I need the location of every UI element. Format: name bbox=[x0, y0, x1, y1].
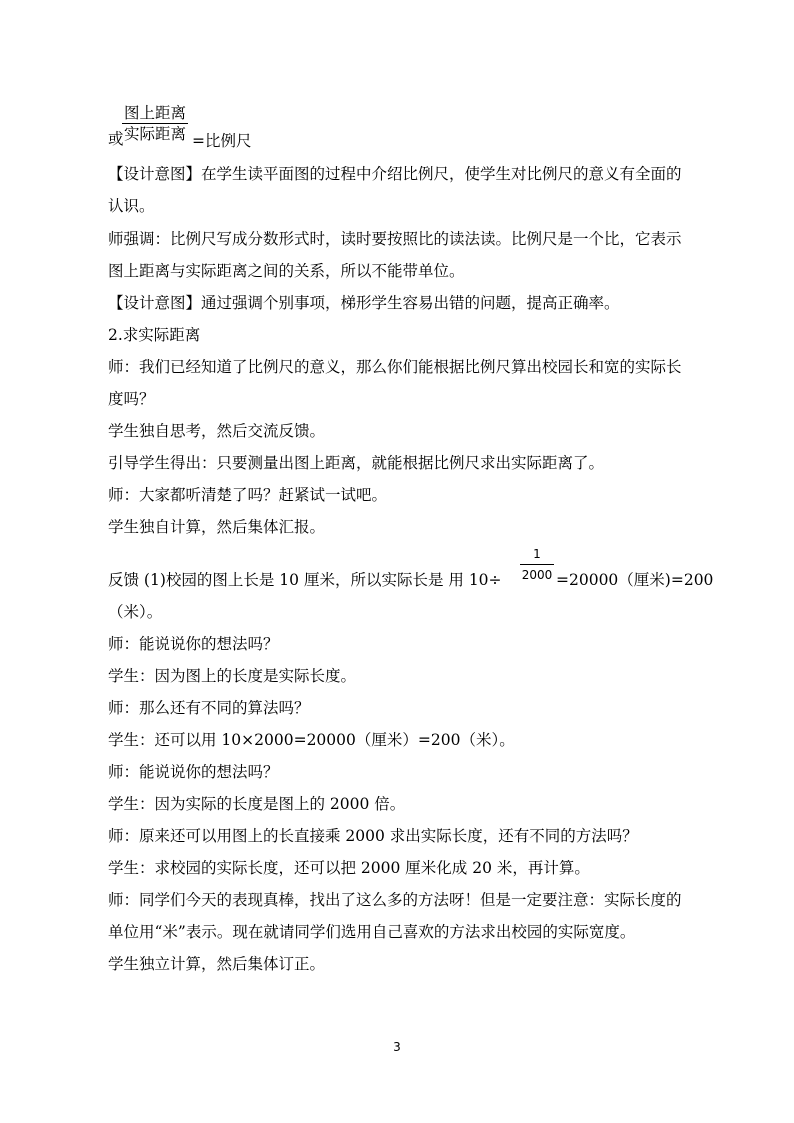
formula-suffix: =比例尺 bbox=[192, 132, 252, 150]
design-intent-1-line-1: 【设计意图】在学生读平面图的过程中介绍比例尺，使学生对比例尺的意义有全面的 bbox=[108, 165, 682, 183]
dialogue-line: 师：同学们今天的表现真棒，找出了这么多的方法呀！但是一定要注意：实际长度的 bbox=[108, 891, 682, 909]
student-think: 学生独自思考，然后交流反馈。 bbox=[108, 422, 326, 440]
formula-denominator: 实际距离 bbox=[124, 125, 187, 143]
dialogue-line: 师：能说说你的想法吗？ bbox=[108, 763, 279, 781]
dialogue-line: 学生独立计算，然后集体订正。 bbox=[108, 955, 326, 973]
dialogue-line: 学生：求校园的实际长度，还可以把 2000 厘米化成 20 米，再计算。 bbox=[108, 859, 590, 877]
formula-numerator: 图上距离 bbox=[124, 104, 187, 122]
feedback-line-1a: 反馈 (1)校园的图上长是 10 厘米，所以实际长是 用 10÷ bbox=[108, 571, 502, 589]
teacher-try: 师：大家都听清楚了吗？赶紧试一试吧。 bbox=[108, 486, 388, 504]
design-intent-1-line-2: 认识。 bbox=[108, 197, 155, 215]
design-intent-2: 【设计意图】通过强调个别事项，梯形学生容易出错的问题，提高正确率。 bbox=[108, 294, 620, 312]
dialogue-line: 师：原来还可以用图上的长直接乘 2000 求出实际长度，还有不同的方法吗？ bbox=[108, 827, 638, 845]
dialogue-line: 学生：还可以用 10×2000=20000（厘米）=200（米）。 bbox=[108, 731, 515, 749]
dialogue-line: 学生：因为实际的长度是图上的 2000 倍。 bbox=[108, 795, 406, 813]
dialogue-line: 师：能说说你的想法吗？ bbox=[108, 635, 279, 653]
formula-prefix: 或 bbox=[108, 130, 124, 148]
scale-fraction-numerator: 1 bbox=[520, 547, 554, 565]
section-heading: 2.求实际距离 bbox=[108, 326, 201, 344]
feedback-line-2: （米）。 bbox=[108, 603, 163, 621]
dialogue-line: 单位用“米”表示。现在就请同学们选用自己喜欢的方法求出校园的实际宽度。 bbox=[108, 923, 636, 941]
teacher-emphasis-line-1: 师强调：比例尺写成分数形式时，读时要按照比的读法读。比例尺是一个比，它表示 bbox=[108, 230, 682, 248]
scale-fraction-denominator: 2000 bbox=[521, 568, 553, 582]
teacher-emphasis-line-2: 图上距离与实际距离之间的关系，所以不能带单位。 bbox=[108, 262, 465, 280]
guide-students: 引导学生得出：只要测量出图上距离，就能根据比例尺求出实际距离了。 bbox=[108, 454, 605, 472]
dialogue-line: 学生：因为图上的长度是实际长度。 bbox=[108, 667, 357, 685]
page-number: 3 bbox=[393, 1040, 401, 1054]
teacher-question-line-1: 师：我们已经知道了比例尺的意义，那么你们能根据比例尺算出校园长和宽的实际长 bbox=[108, 358, 682, 376]
feedback-line-1b: =20000（厘米)=200 bbox=[556, 571, 714, 589]
scale-formula-fraction bbox=[122, 104, 188, 143]
scale-fraction bbox=[520, 547, 554, 582]
dialogue-line: 师：那么还有不同的算法吗？ bbox=[108, 699, 310, 717]
teacher-question-line-2: 度吗？ bbox=[108, 390, 155, 408]
student-calc: 学生独自计算，然后集体汇报。 bbox=[108, 518, 326, 536]
